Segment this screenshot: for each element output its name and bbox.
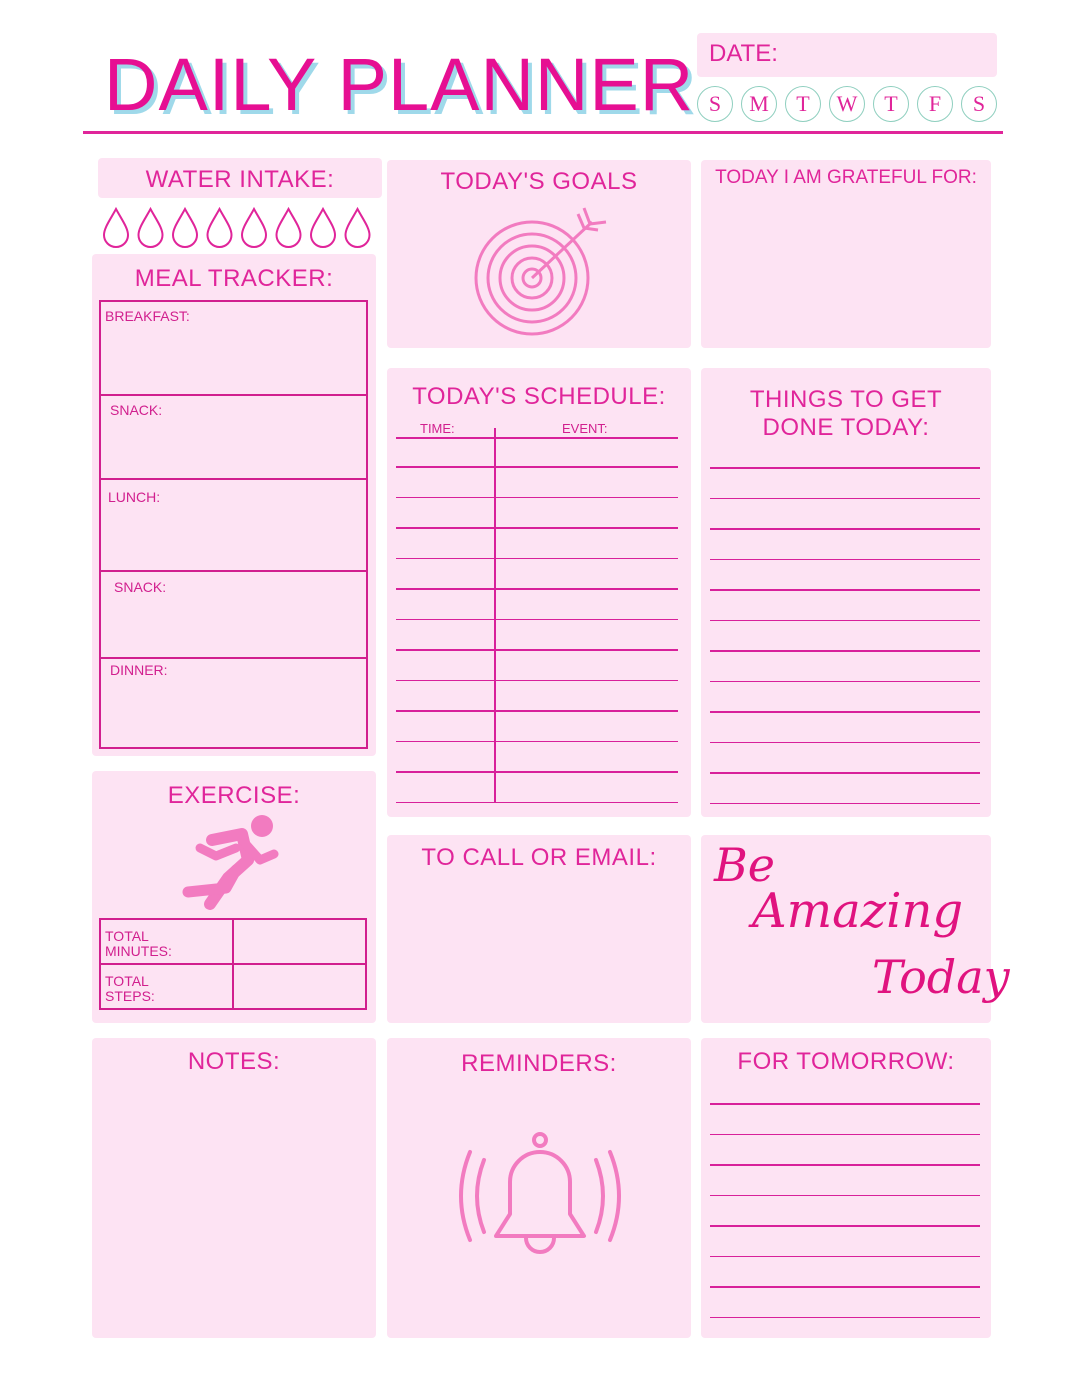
notes-label: NOTES:: [187, 1048, 281, 1075]
meal-row-breakfast[interactable]: [99, 300, 368, 396]
todo-line: [710, 681, 980, 683]
goals-label: TODAY'S GOALS: [440, 168, 638, 195]
notes-panel[interactable]: [92, 1038, 376, 1338]
water-drop-icon: [104, 209, 128, 247]
schedule-row-line: [396, 558, 678, 560]
day-circle-wednesday[interactable]: W: [829, 86, 865, 122]
exercise-minutes-label-2: MINUTES:: [105, 943, 172, 959]
ringing-bell-icon: [452, 1130, 628, 1266]
schedule-row-line: [396, 680, 678, 682]
schedule-row-line: [396, 588, 678, 590]
todo-line: [710, 650, 980, 652]
page-title: DAILY PLANNER: [104, 43, 695, 126]
schedule-row-line: [396, 619, 678, 621]
quote-line1: Be: [714, 838, 776, 892]
schedule-row-line: [396, 466, 678, 468]
schedule-time-header: TIME:: [420, 421, 455, 436]
todo-line: [710, 772, 980, 774]
exercise-row-steps[interactable]: [99, 963, 367, 1010]
meal-label-snack-2: SNACK:: [114, 579, 167, 595]
water-drops: [100, 206, 380, 248]
running-person-icon: [176, 812, 286, 912]
schedule-row-line: [396, 802, 678, 804]
day-circle-friday[interactable]: F: [917, 86, 953, 122]
meal-tracker-label: MEAL TRACKER:: [134, 265, 334, 292]
water-drop-icon: [242, 209, 266, 247]
schedule-event-header: EVENT:: [562, 421, 608, 436]
day-circle-tuesday[interactable]: T: [785, 86, 821, 122]
tomorrow-line: [710, 1195, 980, 1197]
tomorrow-panel: [701, 1038, 991, 1338]
tomorrow-line: [710, 1164, 980, 1166]
todo-line: [710, 803, 980, 805]
tomorrow-line: [710, 1134, 980, 1136]
todo-line: [710, 559, 980, 561]
header-divider: [83, 131, 1003, 134]
todo-line: [710, 528, 980, 530]
schedule-row-line: [396, 497, 678, 499]
tomorrow-line: [710, 1225, 980, 1227]
schedule-column-divider: [494, 428, 496, 802]
day-circle-thursday[interactable]: T: [873, 86, 909, 122]
todo-label-line2: DONE TODAY:: [762, 414, 930, 441]
water-drop-icon: [139, 209, 163, 247]
schedule-row-line: [396, 710, 678, 712]
meal-row-snack-1[interactable]: [99, 396, 368, 480]
todo-line: [710, 589, 980, 591]
exercise-steps-label-2: STEPS:: [105, 988, 155, 1004]
day-circle-monday[interactable]: M: [741, 86, 777, 122]
exercise-minutes-label-1: TOTAL: [105, 928, 149, 944]
meal-label-snack-1: SNACK:: [110, 402, 163, 418]
target-icon: [466, 200, 616, 340]
schedule-label: TODAY'S SCHEDULE:: [412, 383, 666, 410]
schedule-row-line: [396, 527, 678, 529]
tomorrow-line: [710, 1317, 980, 1319]
date-label: DATE:: [709, 40, 778, 67]
tomorrow-label: FOR TOMORROW:: [737, 1048, 955, 1075]
schedule-row-line: [396, 771, 678, 773]
exercise-row-divider: [232, 920, 234, 965]
tomorrow-line: [710, 1103, 980, 1105]
todo-label-line1: THINGS TO GET: [749, 386, 943, 413]
quote-line3: Today: [872, 950, 1010, 1004]
todo-line: [710, 498, 980, 500]
meal-label-lunch: LUNCH:: [108, 489, 161, 505]
meal-row-dinner[interactable]: [99, 659, 368, 749]
exercise-steps-label-1: TOTAL: [105, 973, 149, 989]
tomorrow-line: [710, 1286, 980, 1288]
water-intake-label: WATER INTAKE:: [145, 166, 335, 193]
meal-label-breakfast: BREAKFAST:: [105, 308, 190, 324]
water-drop-icon: [208, 209, 232, 247]
exercise-label: EXERCISE:: [167, 782, 301, 809]
day-circle-saturday[interactable]: S: [961, 86, 997, 122]
water-drop-icon: [311, 209, 335, 247]
tomorrow-line: [710, 1256, 980, 1258]
schedule-row-line: [396, 649, 678, 651]
todo-line: [710, 620, 980, 622]
reminders-label: REMINDERS:: [461, 1050, 617, 1077]
call-email-label: TO CALL OR EMAIL:: [421, 844, 657, 871]
meal-row-snack-2[interactable]: [99, 572, 368, 659]
water-drop-icon: [173, 209, 197, 247]
exercise-row-divider: [232, 965, 234, 1010]
day-circle-sunday[interactable]: S: [697, 86, 733, 122]
exercise-row-minutes[interactable]: [99, 918, 367, 965]
todo-line: [710, 742, 980, 744]
quote-line2: Amazing: [752, 883, 964, 939]
water-drop-icon: [277, 209, 301, 247]
todo-line: [710, 711, 980, 713]
schedule-row-line: [396, 741, 678, 743]
schedule-header-line: [396, 437, 678, 439]
meal-row-lunch[interactable]: [99, 480, 368, 572]
meal-label-dinner: DINNER:: [110, 662, 168, 678]
todo-line: [710, 467, 980, 469]
water-drop-icon: [346, 209, 370, 247]
grateful-label: TODAY I AM GRATEFUL FOR:: [715, 167, 977, 188]
